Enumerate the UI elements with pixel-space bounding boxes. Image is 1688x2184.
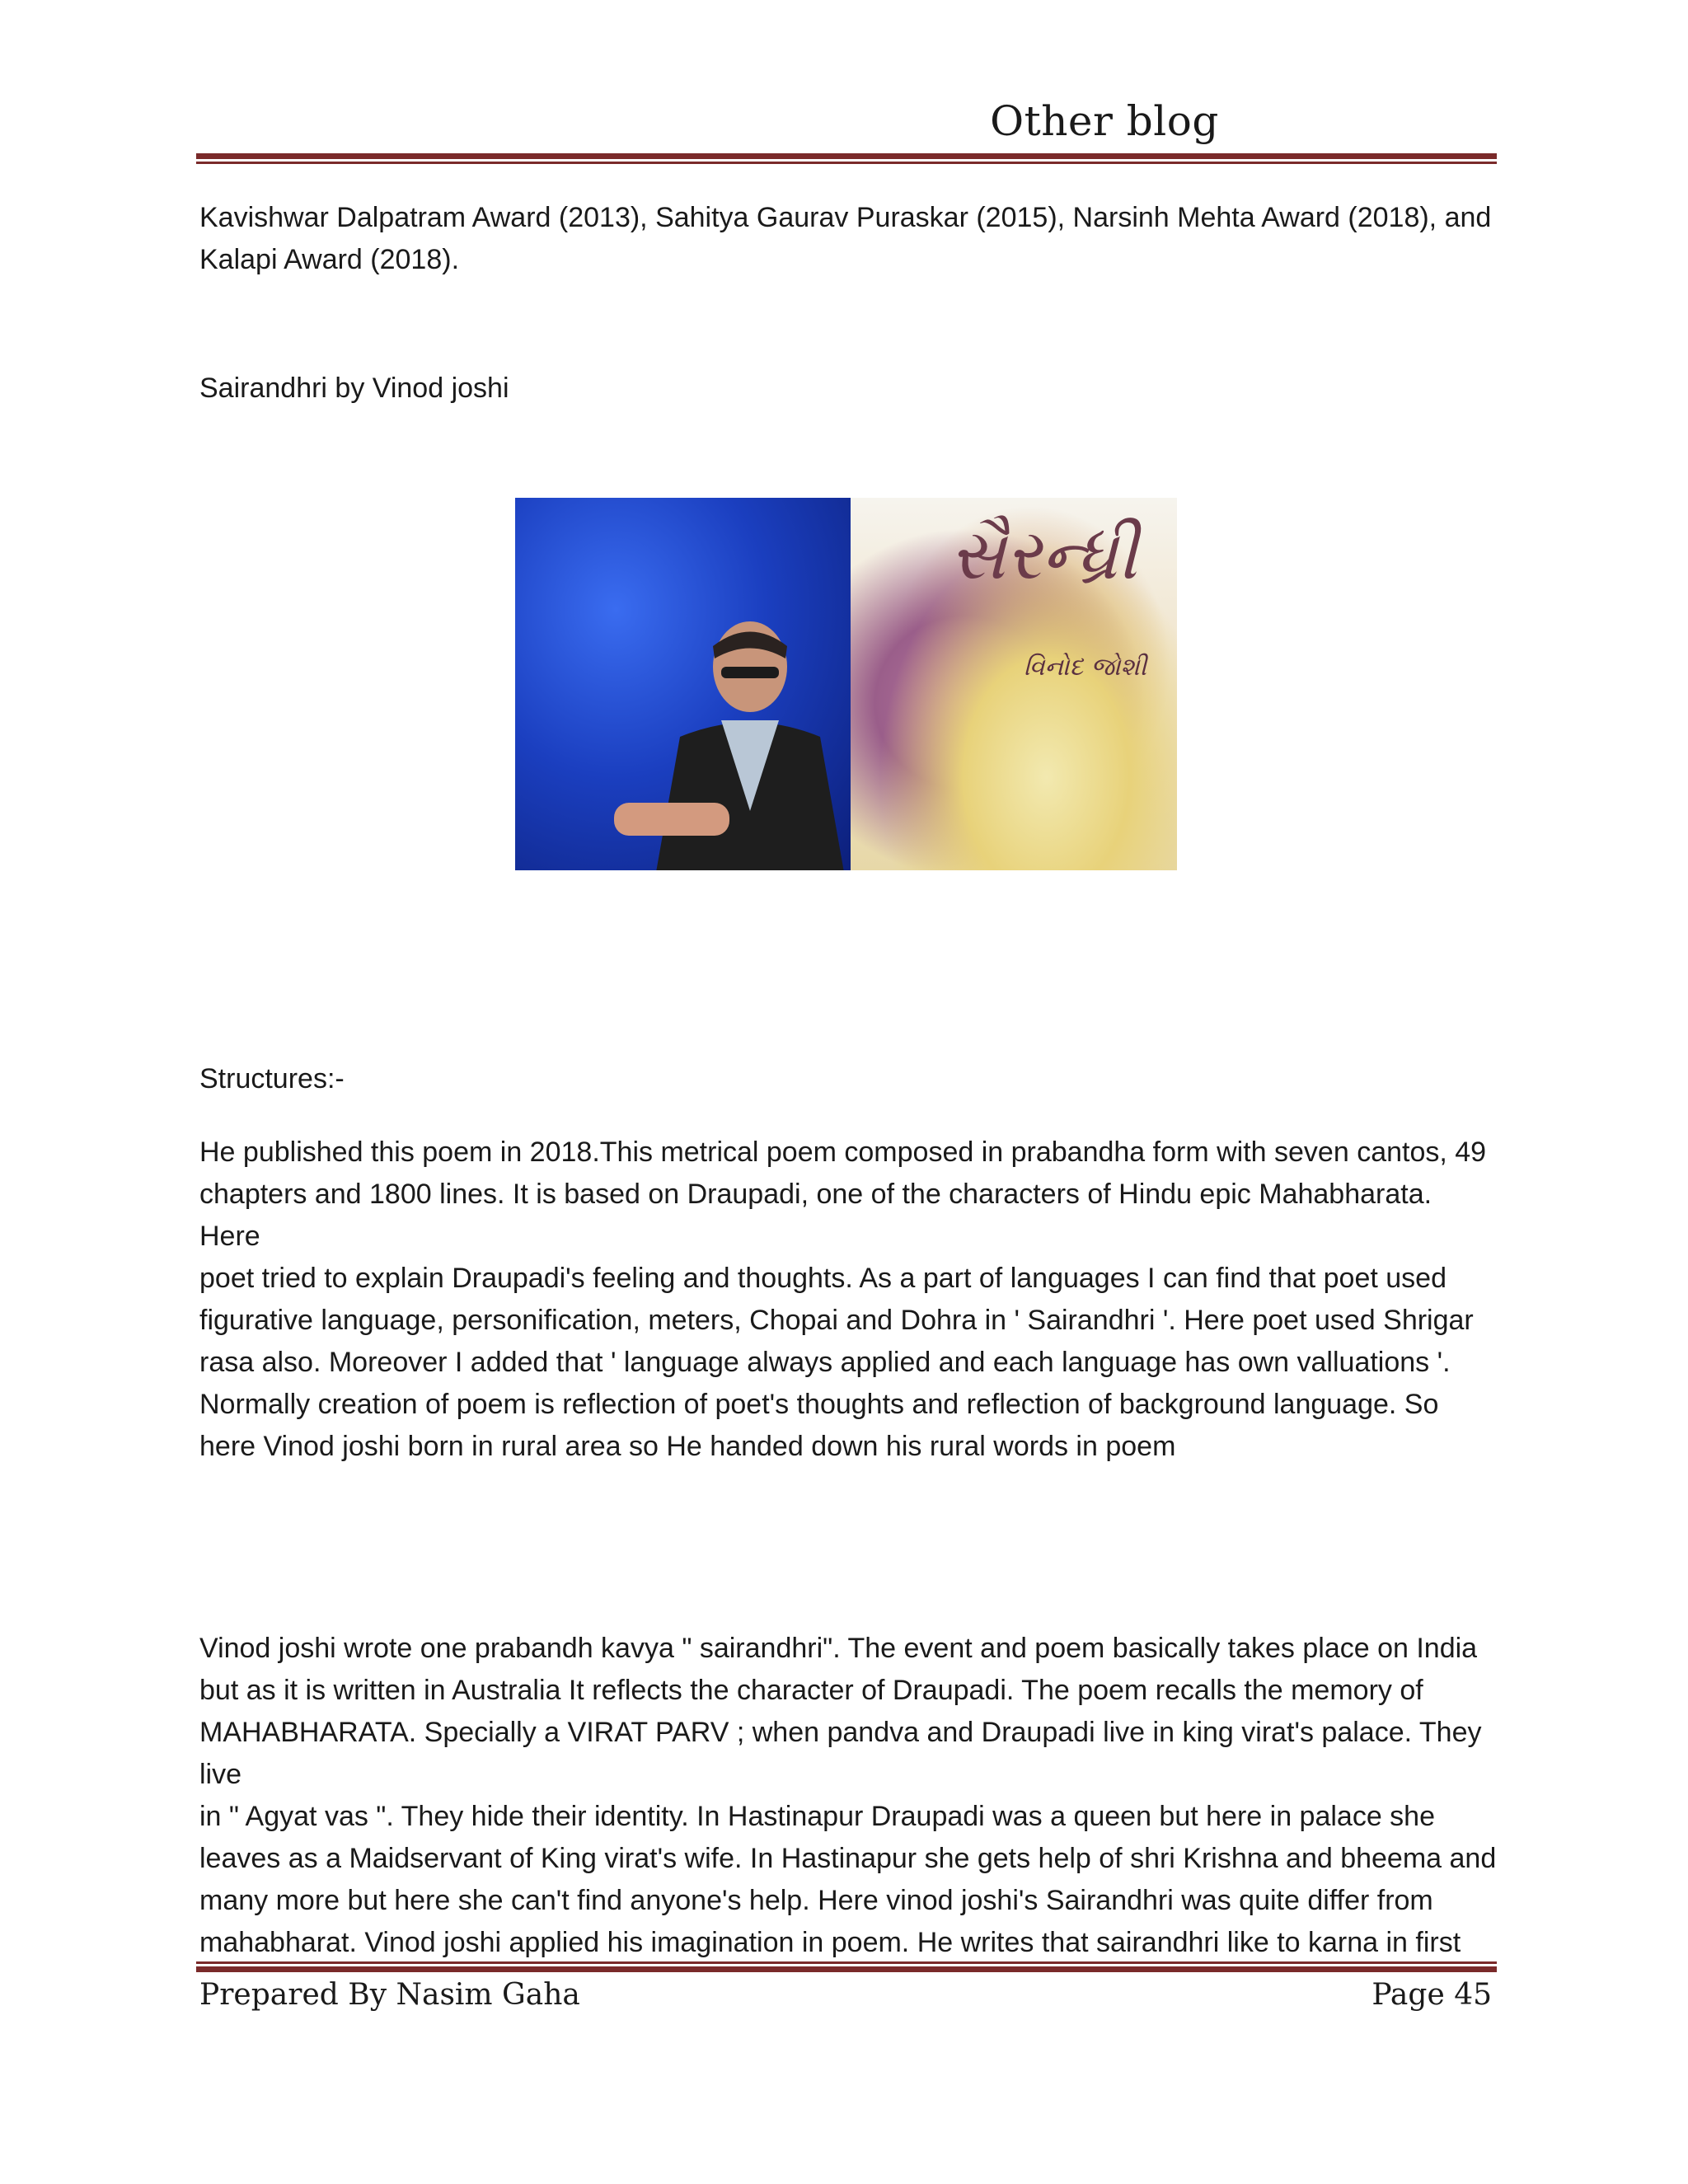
- header-title: Other blog: [990, 97, 1219, 145]
- page-number: Page 45: [1372, 1978, 1492, 2012]
- cover-title: સૈરન્ધ્રી: [950, 514, 1137, 595]
- poem-figure: [515, 498, 1177, 870]
- subheading: Sairandhri by Vinod joshi: [199, 373, 509, 404]
- poet-photo: [515, 498, 851, 870]
- footer-rule: [196, 1961, 1497, 1972]
- footer-author: Prepared By Nasim Gaha: [199, 1978, 580, 2012]
- awards-paragraph: Kavishwar Dalpatram Award (2013), Sahitya Gaurav Puraskar (2015), Narsinh Mehta Award (2018), and Kalapi Award (2018).: [199, 202, 1492, 275]
- book-cover: [851, 498, 1177, 870]
- poet-portrait-image: [606, 621, 851, 870]
- structures-paragraph: He published this poem in 2018.This metrical poem composed in prabandha form with seven cantos, 49 chapters and 1800 lines. It is based on Draupadi, one of the characters of Hindu epic Mahabharata. Here poet tried to explain Draupadi's feeling and thoughts. As a part of languages I can find that poet used figurative language, personification, meters, Chopai and Dohra in ' Sairandhri '. Here poet used Shrigar rasa also. Moreover I added that ' language always applied and each language has own valluations '. Normally creation of poem is reflection of poet's thoughts and reflection of background language. So here Vinod joshi born in rural area so He handed down his rural words in poem: [199, 1137, 1487, 1462]
- final-paragraph: Vinod joshi wrote one prabandh kavya " sairandhri". The event and poem basically takes place on India but as it is written in Australia It reflects the character of Draupadi. The poem recalls the memory of MAHABHARATA. Specially a VIRAT PARV ; when pandva and Draupadi live in king virat's palace. They live in " Agyat vas ". They hide their identity. In Hastinapur Draupadi was a queen but here in palace she leaves as a Maidservant of King virat's wife. In Hastinapur she gets help of shri Krishna and bheema and many more but here she can't find anyone's help. Here vinod joshi's Sairandhri was quite differ from mahabharat. Vinod joshi applied his imagination in poem. He writes that sairandhri like to karna in first: [199, 1633, 1497, 1958]
- header-rule: [196, 153, 1497, 164]
- cover-author: વિનોદ જોશી: [1024, 653, 1147, 682]
- structures-heading: Structures:-: [199, 1063, 345, 1094]
